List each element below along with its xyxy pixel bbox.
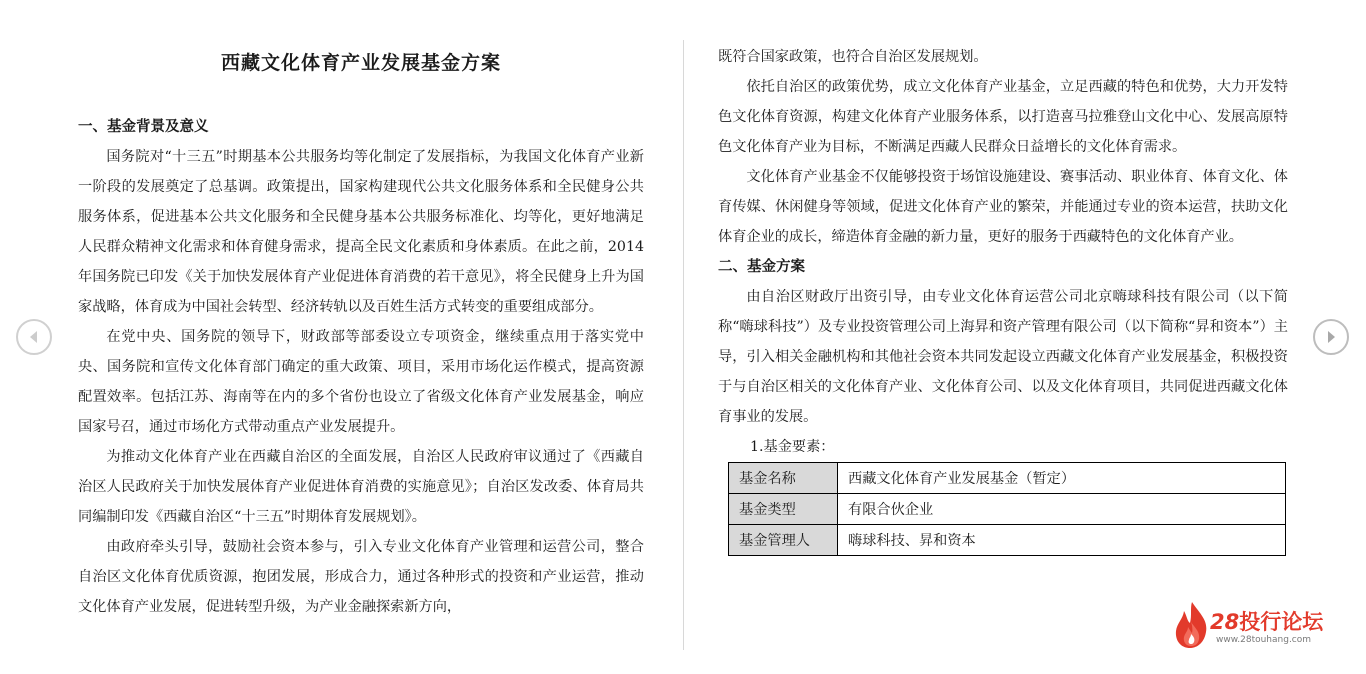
paragraph-special-funds: 在党中央、国务院的领导下，财政部等部委设立专项资金，继续重点用于落实党中央、国务院和宣传文化体育部门确定的重大政策、项目，采用市场化运作模式，提高资源配置效率。包括江苏、海南等在内的多个省份也设立了省级文化体育产业发展基金，响应国家号召，通过市场化方式带动重点产业发展提升。 — [78, 329, 644, 435]
table-cell-key: 基金管理人 — [729, 525, 838, 556]
left-page — [78, 0, 644, 674]
right-page — [718, 0, 1288, 674]
flame-logo-icon — [1172, 600, 1212, 650]
paragraph-tibet-policy: 为推动文化体育产业在西藏自治区的全面发展，自治区人民政府审议通过了《西藏自治区人民政府关于加快发展体育产业促进体育消费的实施意见》；自治区发改委、体育局共同编制印发《西藏自治区“十三五”时期体育发展规划》。 — [78, 449, 644, 525]
paragraph-fund-scope: 文化体育产业基金不仅能够投资于场馆设施建设、赛事活动、职业体育、体育文化、体育传媒、休闲健身等领域，促进文化体育产业的繁荣，并能通过专业的资本运营，扶助文化体育企业的成长，缔造体育金融的新力量，更好的服务于西藏特色的文化体育产业。 — [718, 169, 1288, 245]
right-page-body — [718, 42, 1288, 556]
paragraph-fund-sponsors: 由自治区财政厅出资引导，由专业文化体育运营公司北京嗨球科技有限公司（以下简称“嗨球科技”）及专业投资管理公司上海昇和资产管理有限公司（以下简称“昇和资本”）主导，引入相关金融机构和其他社会资本共同发起设立西藏文化体育产业发展基金，积极投资于与自治区相关的文化体育产业、文化体育公司、以及文化体育项目，共同促进西藏文化体育事业的发展。 — [718, 289, 1288, 425]
watermark-number: 28 — [1210, 610, 1240, 634]
table-cell-key: 基金名称 — [729, 463, 838, 494]
paragraph-continuation: 既符合国家政策，也符合自治区发展规划。 — [718, 49, 988, 65]
paragraph-policy-advantage: 依托自治区的政策优势，成立文化体育产业基金，立足西藏的特色和优势，大力开发特色文化体育资源，构建文化体育产业服务体系，以打造喜马拉雅登山文化中心、发展高原特色文化体育产业为目标，不断满足西藏人民群众日益增长的文化体育需求。 — [718, 79, 1288, 155]
table-row — [729, 463, 1286, 494]
table-cell-value: 有限合伙企业 — [838, 494, 1286, 525]
chevron-right-icon — [1324, 329, 1338, 345]
watermark-brand-name: 投行论坛 — [1239, 610, 1324, 634]
site-watermark — [1172, 600, 1342, 652]
chevron-left-icon — [27, 329, 41, 345]
table-row — [729, 525, 1286, 556]
section-heading-fund-plan: 二、基金方案 — [718, 258, 805, 275]
sub-heading-fund-elements: 1.基金要素： — [750, 439, 835, 455]
page-divider — [683, 40, 684, 650]
section-heading-background: 一、基金背景及意义 — [78, 118, 209, 135]
document-title: 西藏文化体育产业发展基金方案 — [220, 52, 501, 74]
table-cell-value: 嗨球科技、昇和资本 — [838, 525, 1286, 556]
watermark-url: www.28touhang.com — [1216, 635, 1312, 645]
watermark-brand — [1210, 606, 1323, 636]
paragraph-government-guidance: 由政府牵头引导，鼓励社会资本参与，引入专业文化体育产业管理和运营公司，整合自治区文化体育优质资源，抱团发展，形成合力，通过各种形式的投资和产业运营，推动文化体育产业发展，促进转型升级，为产业金融探索新方向， — [78, 539, 644, 615]
fund-elements-table — [728, 462, 1286, 556]
left-page-body — [78, 112, 644, 622]
table-row — [729, 494, 1286, 525]
table-cell-value: 西藏文化体育产业发展基金（暂定） — [838, 463, 1286, 494]
previous-page-button[interactable] — [16, 319, 52, 355]
paragraph-policy-overview: 国务院对“十三五”时期基本公共服务均等化制定了发展指标，为我国文化体育产业新一阶段的发展奠定了总基调。政策提出，国家构建现代公共文化服务体系和全民健身公共服务体系，促进基本公共文化服务和全民健身基本公共服务标准化、均等化，更好地满足人民群众精神文化需求和体育健身需求，提高全民文化素质和身体素质。在此之前，2014 年国务院已印发《关于加快发展体育产业促进体育消费的若干意见》，将全民健身上升为国家战略，体育成为中国社会转型、经济转轨以及百姓生活方式转变的重要组成部分。 — [78, 149, 644, 315]
next-page-button[interactable] — [1313, 319, 1349, 355]
table-cell-key: 基金类型 — [729, 494, 838, 525]
